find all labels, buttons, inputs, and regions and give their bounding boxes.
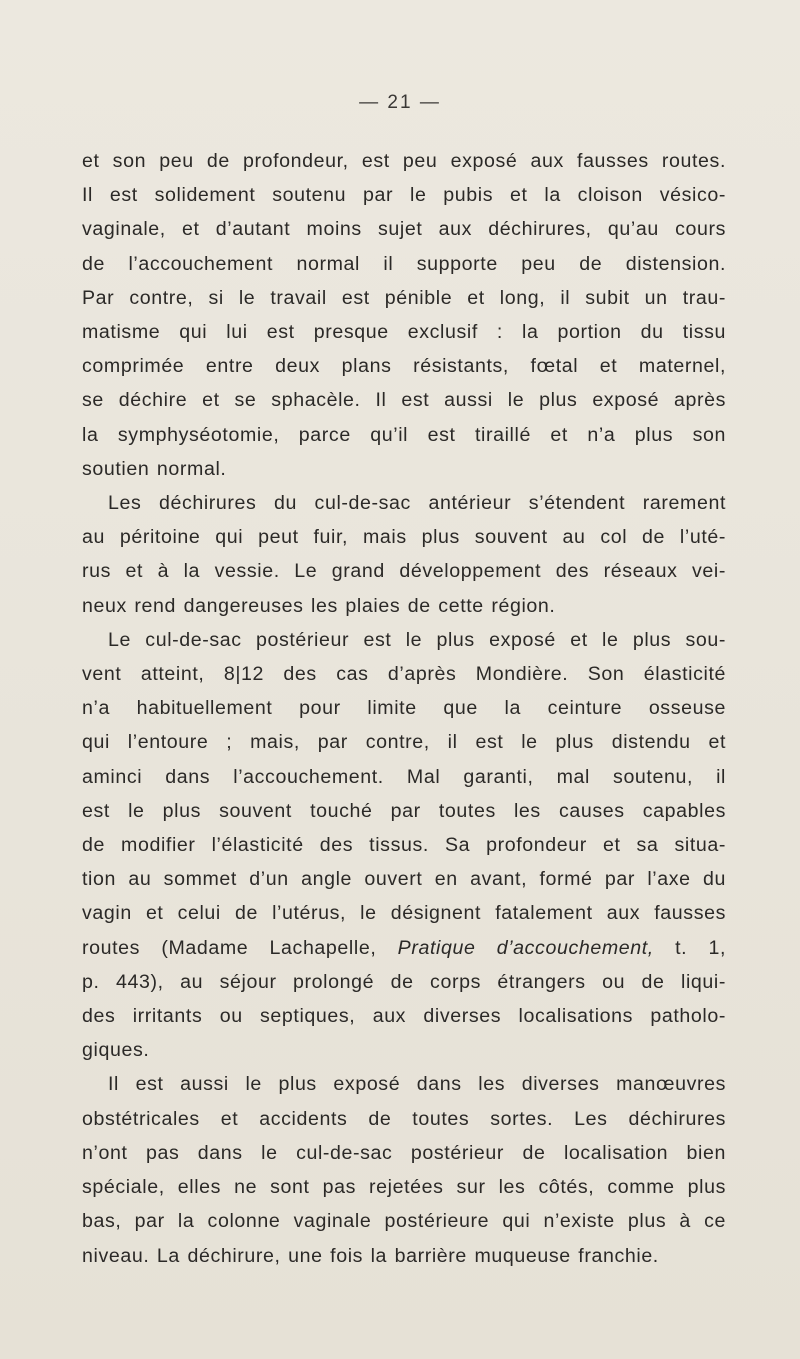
text-line: Il est solidement soutenu par le pubis et la cloison vésico- [82,184,726,207]
text-line: rus et à la vessie. Le grand développement des réseaux vei- [82,560,726,583]
paragraph-4 [82,1067,726,1272]
text-line: vent atteint, 8|12 des cas d’après Mondière. Son élasticité [82,663,726,686]
paragraph-3 [82,623,726,1068]
text-line: spéciale, elles ne sont pas rejetées sur les côtés, comme plus [82,1176,726,1199]
text-line: Par contre, si le travail est pénible et long, il subit un trau- [82,286,726,309]
text-line: p. 443), au séjour prolongé de corps étrangers ou de liqui- [82,970,726,993]
text-line: des irritants ou septiques, aux diverses localisations patholo- [82,1005,726,1028]
text-line: neux rend dangereuses les plaies de cette région. [82,594,556,617]
text-line: aminci dans l’accouchement. Mal garanti, mal soutenu, il [82,765,726,788]
paragraph-1 [82,144,726,486]
page-number: — 21 — [359,92,441,113]
text-line: au péritoine qui peut fuir, mais plus souvent au col de l’uté- [82,526,726,549]
text-line: bas, par la colonne vaginale postérieure qui n’existe plus à ce [82,1210,726,1233]
text-line: qui l’entoure ; mais, par contre, il est le plus distendu et [82,731,726,754]
text-line: et son peu de profondeur, est peu exposé aux fausses routes. [82,150,726,172]
paragraph-2 [82,486,726,623]
text-line-with-citation [82,931,726,965]
text-line: Les déchirures du cul-de-sac antérieur s’étendent rarement [108,492,726,515]
text-line: Il est aussi le plus exposé dans les diverses manœuvres [108,1073,726,1096]
text-line: giques. [82,1039,150,1062]
text-line: se déchire et se sphacèle. Il est aussi le plus exposé après [82,389,726,412]
text-line: matisme qui lui est presque exclusif : la portion du tissu [82,321,726,344]
text-line: la symphyséotomie, parce qu’il est tiraillé et n’a plus son [82,423,726,446]
text-line: tion au sommet d’un angle ouvert en avant, formé par l’axe du [82,868,726,891]
text-line: obstétricales et accidents de toutes sortes. Les déchirures [82,1107,726,1130]
text-line: Le cul-de-sac postérieur est le plus exposé et le plus sou- [108,628,726,651]
text-line: soutien normal. [82,457,227,480]
text-line: niveau. La déchirure, une fois la barrière muqueuse franchie. [82,1244,659,1267]
text-line: vagin et celui de l’utérus, le désignent fatalement aux fausses [82,902,726,925]
text-line: est le plus souvent touché par toutes les causes capables [82,799,726,822]
text-line: comprimée entre deux plans résistants, fœtal et maternel, [82,355,726,378]
text-line: n’a habituellement pour limite que la ceinture osseuse [82,697,726,720]
text-line: de modifier l’élasticité des tissus. Sa profondeur et sa situa- [82,834,726,857]
citation-suffix: t. 1, [653,936,727,959]
text-line: n’ont pas dans le cul-de-sac postérieur de localisation bien [82,1141,726,1164]
citation-prefix: routes (Madame Lachapelle, [82,936,398,959]
text-line: de l’accouchement normal il supporte peu de distension. [82,252,726,275]
citation-title: Pratique d’accouchement, [397,936,654,959]
body-text [82,144,726,1273]
text-line: vaginale, et d’autant moins sujet aux déchirures, qu’au cours [82,218,726,241]
